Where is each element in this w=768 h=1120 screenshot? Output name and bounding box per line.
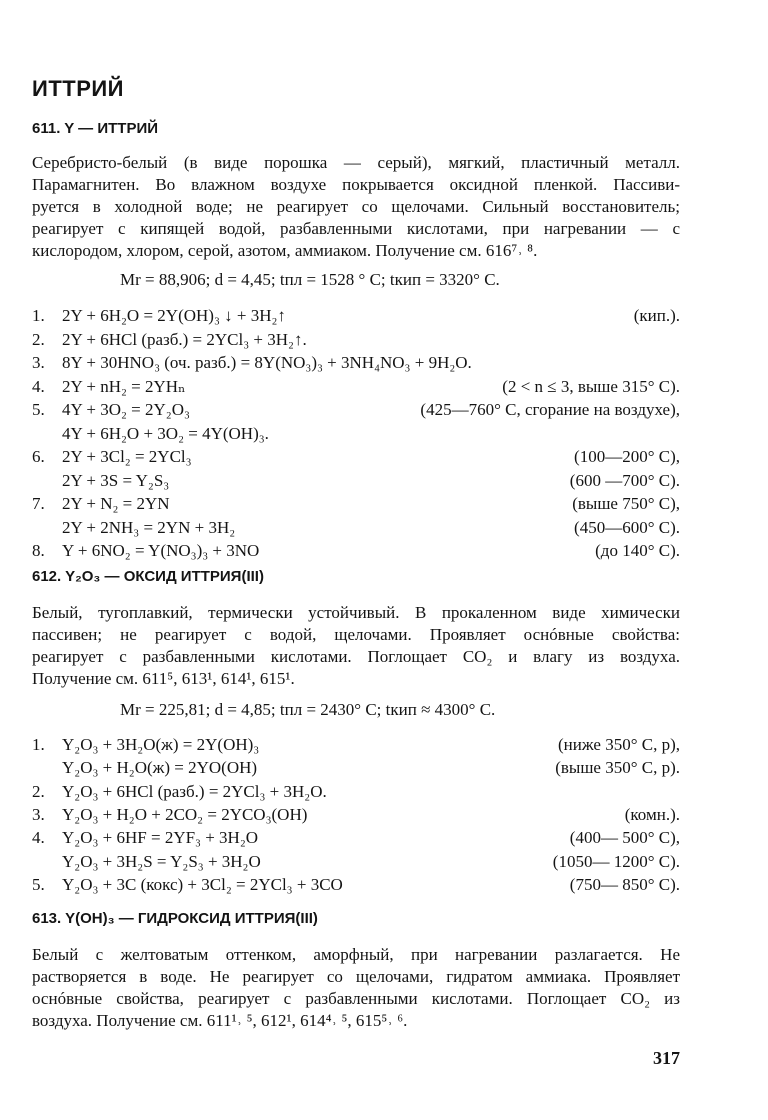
reaction-equation: 2Y + 3S = Y₂S₃	[62, 470, 170, 490]
reaction-row	[32, 424, 680, 446]
reaction-condition: (до 140° C).	[595, 541, 680, 560]
reaction-row	[32, 875, 680, 897]
reaction-row	[32, 518, 680, 540]
reaction-equation: Y₂O₃ + H₂O(ж) = 2YO(OH)	[62, 758, 258, 778]
description-line: кислородом, хлором, серой, азотом, аммиаком. Получение см. 616⁷˒ ⁸.	[32, 241, 538, 260]
reaction-condition: (600 —700° C).	[569, 470, 680, 490]
reaction-number: 5.	[32, 874, 45, 894]
reaction-equation: 2Y + 6H₂O = 2Y(OH)₃ ↓ + 3H₂↑	[62, 306, 286, 325]
section-heading-613: 613. Y(OH)₃ — ГИДРОКСИД ИТТРИЯ(III)	[32, 910, 318, 927]
reaction-condition: (400— 500° C),	[569, 828, 680, 848]
reaction-condition: (выше 750° C),	[572, 494, 680, 513]
reaction-number: 1.	[32, 306, 45, 325]
reaction-row	[32, 447, 680, 469]
reaction-condition: (1050— 1200° C).	[552, 851, 680, 871]
reaction-number: 1.	[32, 735, 45, 754]
reaction-condition: (425—760° C, сгорание на воздухе),	[420, 400, 680, 419]
reaction-row	[32, 494, 680, 516]
reaction-equation: Y₂O₃ + 6HCl (разб.) = 2YCl₃ + 3H₂O.	[62, 781, 327, 801]
section-heading-611: 611. Y — ИТТРИЙ	[32, 120, 159, 137]
reaction-equation: Y₂O₃ + 3C (кокс) + 3Cl₂ = 2YCl₃ + 3CO	[62, 874, 343, 894]
reaction-row	[32, 735, 680, 757]
reaction-number: 7.	[32, 494, 45, 513]
description-line: растворяется в воде. Не реагирует со щелочами, гидратом аммиака. Проявляет	[32, 967, 680, 986]
chapter-title: ИТТРИЙ	[32, 76, 124, 101]
reaction-equation: 2Y + N₂ = 2YN	[62, 494, 170, 513]
reaction-equation: 2Y + nH₂ = 2YHₙ	[62, 376, 186, 396]
reaction-equation: Y₂O₃ + 3H₂S = Y₂S₃ + 3H₂O	[62, 851, 261, 871]
reaction-number: 2.	[32, 781, 45, 801]
reaction-row	[32, 541, 680, 563]
reaction-condition: (450—600° C).	[574, 517, 680, 537]
reaction-equation: Y₂O₃ + H₂O + 2CO₂ = 2YCO₃(OH)	[62, 804, 308, 824]
reaction-number: 2.	[32, 329, 45, 349]
section-611-description	[32, 152, 680, 262]
reaction-row	[32, 306, 680, 328]
reaction-condition: (выше 350° C, p).	[555, 758, 680, 778]
description-line: Белый с желтоватым оттенком, аморфный, при нагревании разлагается. Не	[32, 945, 680, 964]
reaction-condition: (комн.).	[624, 804, 680, 824]
section-612-properties: Mr = 225,81; d = 4,85; tпл = 2430° C; tкип ≈ 4300° C.	[120, 700, 496, 719]
reaction-condition: (ниже 350° C, p),	[558, 735, 680, 754]
reaction-row	[32, 377, 680, 399]
reaction-condition: (100—200° C),	[574, 447, 680, 466]
reaction-number: 4.	[32, 828, 45, 848]
reaction-condition: (2 < n ≤ 3, выше 315° C).	[502, 376, 680, 396]
reaction-row	[32, 805, 680, 827]
reaction-row	[32, 471, 680, 493]
reaction-condition: (кип.).	[633, 306, 680, 325]
section-heading-612: 612. Y₂O₃ — ОКСИД ИТТРИЯ(III)	[32, 568, 264, 585]
section-612-description	[32, 602, 680, 690]
description-line: реагирует с разбавленными кислотами. Поглощает CO₂ и влагу из воздуха.	[32, 647, 680, 666]
reaction-equation: 4Y + 6H₂O + 3O₂ = 4Y(OH)₃.	[62, 423, 269, 443]
description-line: Получение см. 611⁵, 613¹, 614¹, 615¹.	[32, 669, 295, 688]
reaction-equation: 8Y + 30HNO₃ (оч. разб.) = 8Y(NO₃)₃ + 3NH₄NO₃ + 9H₂O.	[62, 353, 472, 372]
reaction-row	[32, 330, 680, 352]
reaction-number: 8.	[32, 541, 45, 560]
reaction-number: 6.	[32, 447, 45, 466]
description-line: пассивен; не реагирует с водой, щелочами. Проявляет оснóвные свойства:	[32, 625, 680, 644]
reaction-equation: Y + 6NO₂ = Y(NO₃)₃ + 3NO	[62, 541, 260, 560]
reaction-row	[32, 400, 680, 422]
reaction-number: 3.	[32, 353, 45, 372]
reaction-number: 3.	[32, 804, 45, 824]
description-line: Белый, тугоплавкий, термически устойчивый. В прокаленном виде химически	[32, 603, 680, 622]
description-line: воздуха. Получение см. 611¹˒ ⁵, 612¹, 614⁴˒ ⁵, 615⁵˒ ⁶.	[32, 1011, 408, 1030]
reaction-row	[32, 852, 680, 874]
reaction-row	[32, 353, 680, 375]
reaction-row	[32, 828, 680, 850]
section-613-description	[32, 944, 680, 1032]
reaction-equation: 2Y + 6HCl (разб.) = 2YCl₃ + 3H₂↑.	[62, 329, 307, 349]
description-line: руется в холодной воде; не реагирует со щелочами. Сильный восстановитель;	[32, 197, 680, 216]
page-number: 317	[653, 1048, 680, 1068]
section-611-properties: Mr = 88,906; d = 4,45; tпл = 1528 ° C; tкип = 3320° C.	[120, 270, 500, 289]
reaction-equation: Y₂O₃ + 3H₂O(ж) = 2Y(OH)₃	[62, 735, 260, 754]
reaction-equation: 4Y + 3O₂ = 2Y₂O₃	[62, 400, 190, 419]
description-line: Парамагнитен. Во влажном воздухе покрывается оксидной пленкой. Пассиви-	[32, 175, 680, 194]
reaction-number: 4.	[32, 376, 45, 396]
description-line: реагирует с кипящей водой, разбавленными кислотами, при нагревании — с	[32, 219, 680, 238]
reaction-equation: 2Y + 2NH₃ = 2YN + 3H₂	[62, 517, 236, 537]
reaction-number: 5.	[32, 400, 45, 419]
reaction-condition: (750— 850° C).	[569, 874, 680, 894]
reaction-row	[32, 758, 680, 780]
description-line: оснóвные свойства, реагирует с разбавленными кислотами. Поглощает CO₂ из	[32, 989, 680, 1008]
reaction-equation: Y₂O₃ + 6HF = 2YF₃ + 3H₂O	[62, 828, 259, 848]
reaction-equation: 2Y + 3Cl₂ = 2YCl₃	[62, 447, 192, 466]
reaction-row	[32, 782, 680, 804]
description-line: Серебристо-белый (в виде порошка — серый), мягкий, пластичный металл.	[32, 153, 680, 172]
